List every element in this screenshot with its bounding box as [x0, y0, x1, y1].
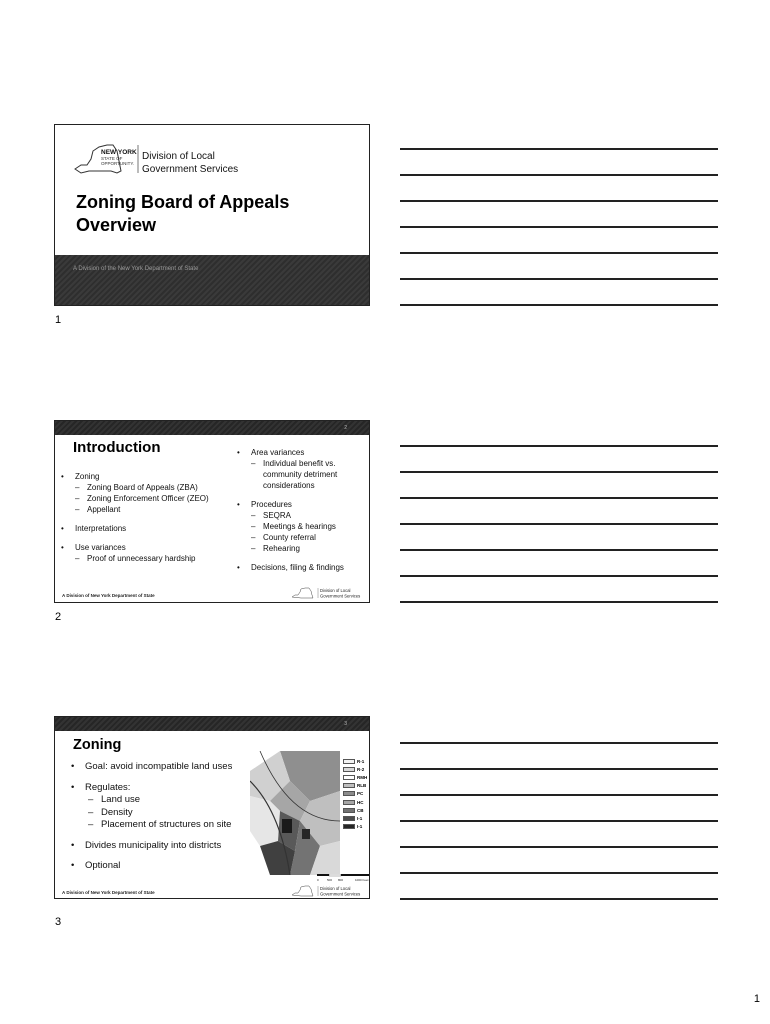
ny-state-map-icon: [292, 588, 313, 598]
legend-label: CB: [357, 807, 364, 813]
logo-org-line1: Division of Local: [142, 151, 215, 162]
header-slide-number: 2: [344, 425, 347, 431]
legend-swatch: [343, 775, 355, 780]
left-bullet-list: [61, 471, 236, 564]
legend-label: RLB: [357, 783, 367, 789]
note-line: [400, 768, 718, 770]
note-line: [400, 742, 718, 744]
note-line: [400, 575, 718, 577]
slide-title: Introduction: [73, 439, 161, 456]
scale-label: 1000 Feet: [355, 878, 369, 882]
bullet-item: • Goal: avoid incompatible land uses: [71, 761, 251, 774]
footer-text: A Division of New York Department of State: [62, 593, 155, 598]
note-line: [400, 794, 718, 796]
map-scale-bar: [317, 874, 369, 884]
sub-bullet-item: – Zoning Enforcement Officer (ZEO): [61, 493, 236, 504]
slide-title: Zoning: [73, 737, 122, 753]
legend-label: PC: [357, 791, 364, 797]
legend-label: HC: [357, 799, 364, 805]
slide-title: [76, 191, 356, 237]
legend-swatch: [343, 808, 355, 813]
scale-label: 800: [338, 878, 344, 882]
bullet-item: • Use variances: [61, 542, 236, 553]
ny-state-map-icon: [292, 886, 313, 896]
legend-row: [343, 765, 369, 773]
footer-org-line1: Division of Local: [320, 886, 351, 891]
footer-org-line2: Government Services: [320, 891, 361, 897]
legend-swatch: [343, 759, 355, 764]
legend-row: [343, 798, 369, 806]
note-line: [400, 445, 718, 447]
legend-row: [343, 773, 369, 781]
slide-header-bar: [55, 717, 369, 731]
sub-bullet-item: – County referral: [237, 532, 365, 543]
note-line: [400, 226, 718, 228]
footer-logo: [291, 587, 365, 599]
legend-row: [343, 823, 369, 831]
legend-swatch: [343, 800, 355, 805]
note-line: [400, 497, 718, 499]
slide-number-3: 3: [55, 916, 62, 928]
band-text: A Division of the New York Department of State: [73, 266, 199, 272]
note-line: [400, 148, 718, 150]
slide-2: [54, 420, 370, 603]
bullet-item: • Area variances: [237, 447, 365, 458]
legend-label: I-1: [357, 824, 363, 830]
legend-row: [343, 806, 369, 814]
slide-number-1: 1: [55, 314, 62, 326]
zoning-map-image: [250, 751, 340, 875]
note-line: [400, 200, 718, 202]
slide-header-bar: [55, 421, 369, 435]
slide-3: [54, 716, 370, 899]
header-slide-number: 3: [344, 721, 347, 727]
bullet-item: • Interpretations: [61, 523, 236, 534]
note-line: [400, 278, 718, 280]
title-line-2: Overview: [76, 215, 157, 235]
footer-org-line1: Division of Local: [320, 588, 351, 593]
title-band: [55, 255, 369, 306]
sub-bullet-item: – Density: [71, 807, 251, 820]
footer-org-line2: Government Services: [320, 593, 361, 599]
legend-swatch: [343, 791, 355, 796]
bullet-item: • Regulates:: [71, 782, 251, 795]
sub-bullet-item: – Rehearing: [237, 543, 365, 554]
note-line: [400, 601, 718, 603]
logo-state-sub1: STATE OF: [101, 156, 123, 161]
footer-logo: [291, 885, 365, 897]
legend-row: [343, 790, 369, 798]
bullet-item: • Zoning: [61, 471, 236, 482]
bullet-item: • Procedures: [237, 499, 365, 510]
sub-bullet-item: – Land use: [71, 794, 251, 807]
logo-org-line2: Government Services: [142, 164, 239, 175]
note-line: [400, 174, 718, 176]
slide-number-2: 2: [55, 611, 62, 623]
bullet-item: • Decisions, filing & findings: [237, 562, 365, 573]
note-line: [400, 304, 718, 306]
sub-bullet-item: – Placement of structures on site: [71, 819, 251, 832]
nys-dlgs-logo: [71, 137, 251, 179]
sub-bullet-item: – Meetings & hearings: [237, 521, 365, 532]
legend-swatch: [343, 767, 355, 772]
bullet-list: [71, 761, 251, 873]
page-number: 1: [753, 993, 760, 1005]
logo-state-name: NEW YORK: [101, 149, 137, 156]
title-line-1: Zoning Board of Appeals: [76, 192, 290, 212]
scale-label: 500: [327, 878, 333, 882]
legend-swatch: [343, 816, 355, 821]
note-line: [400, 549, 718, 551]
note-line: [400, 471, 718, 473]
legend-label: RMH: [357, 774, 368, 780]
legend-label: I-1: [357, 815, 363, 821]
bullet-item: • Optional: [71, 860, 251, 873]
legend-label: R-2: [357, 766, 365, 772]
legend-label: R-1: [357, 758, 365, 764]
legend-swatch: [343, 783, 355, 788]
note-line: [400, 898, 718, 900]
note-line: [400, 523, 718, 525]
note-line: [400, 846, 718, 848]
note-line: [400, 252, 718, 254]
note-line: [400, 872, 718, 874]
legend-row: [343, 757, 369, 765]
note-line: [400, 820, 718, 822]
map-legend: [343, 757, 369, 831]
right-bullet-list: [237, 447, 365, 573]
footer-text: A Division of New York Department of State: [62, 890, 155, 895]
sub-bullet-item: – Individual benefit vs. community detriment considerations: [237, 458, 365, 491]
legend-row: [343, 814, 369, 822]
legend-swatch: [343, 824, 355, 829]
bullet-item: • Divides municipality into districts: [71, 840, 251, 853]
sub-bullet-item: – Proof of unnecessary hardship: [61, 553, 236, 564]
logo-state-sub2: OPPORTUNITY.: [101, 161, 135, 166]
slide-1: [54, 124, 370, 306]
sub-bullet-item: – Zoning Board of Appeals (ZBA): [61, 482, 236, 493]
sub-bullet-item: – SEQRA: [237, 510, 365, 521]
scale-label: 0: [317, 878, 319, 882]
legend-row: [343, 782, 369, 790]
sub-bullet-item: – Appellant: [61, 504, 236, 515]
